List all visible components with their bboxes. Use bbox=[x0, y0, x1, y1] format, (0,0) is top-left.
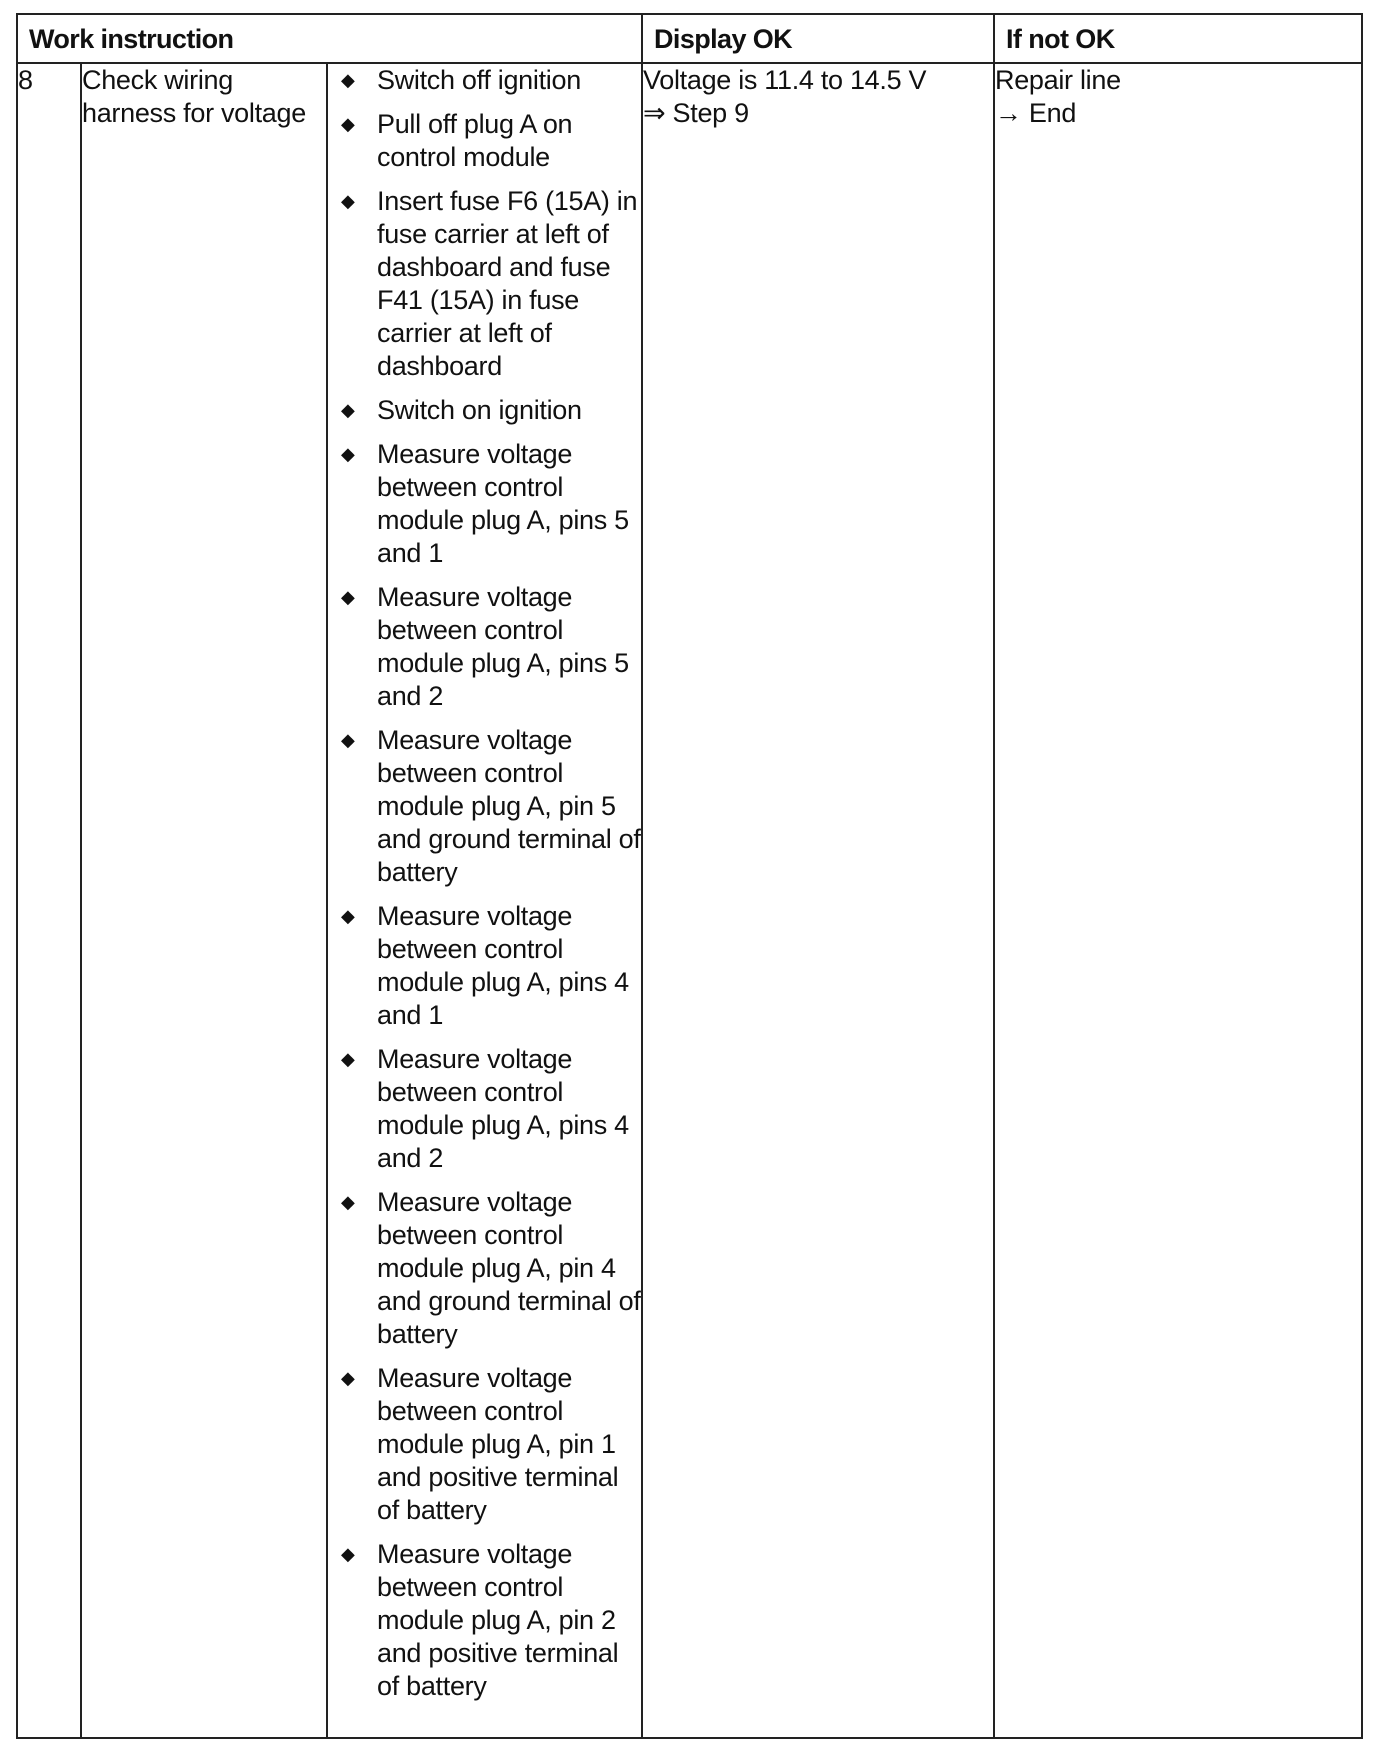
header-row bbox=[17, 14, 1362, 63]
if-not-ok-cell bbox=[994, 63, 1362, 1738]
list-item bbox=[328, 581, 641, 713]
table-row bbox=[17, 63, 1362, 1738]
list-item bbox=[328, 724, 641, 889]
list-item bbox=[328, 185, 641, 383]
action-text: Switch off ignition bbox=[377, 65, 581, 95]
if-not-ok-action: Repair line bbox=[995, 65, 1121, 95]
header-if-not-ok: If not OK bbox=[994, 14, 1362, 63]
action-list-cell bbox=[327, 63, 642, 1738]
action-text: Pull off plug A on control module bbox=[377, 109, 573, 172]
diamond-bullet-icon: ◆ bbox=[341, 1368, 355, 1388]
action-text: Measure voltage between control module plug A, pin 1 and positive terminal of battery bbox=[377, 1363, 619, 1525]
action-text: Measure voltage between control module plug A, pins 5 and 2 bbox=[377, 582, 629, 711]
header-display-ok: Display OK bbox=[642, 14, 994, 63]
action-text: Measure voltage between control module plug A, pin 5 and ground terminal of battery bbox=[377, 725, 641, 887]
action-text: Measure voltage between control module plug A, pin 2 and positive terminal of battery bbox=[377, 1539, 619, 1701]
display-ok-next-step: ⇒ Step 9 bbox=[643, 98, 749, 128]
action-text: Measure voltage between control module plug A, pin 4 and ground terminal of battery bbox=[377, 1187, 641, 1349]
if-not-ok-next-step: → End bbox=[995, 98, 1077, 128]
diamond-bullet-icon: ◆ bbox=[341, 906, 355, 926]
list-item bbox=[328, 1362, 641, 1527]
list-item bbox=[328, 394, 641, 427]
step-number: 8 bbox=[17, 63, 81, 1738]
action-text: Measure voltage between control module plug A, pins 4 and 2 bbox=[377, 1044, 629, 1173]
action-text: Switch on ignition bbox=[377, 395, 582, 425]
list-item bbox=[328, 108, 641, 174]
list-item bbox=[328, 1538, 641, 1703]
diamond-bullet-icon: ◆ bbox=[341, 114, 355, 134]
list-item bbox=[328, 1186, 641, 1351]
action-text: Measure voltage between control module plug A, pins 5 and 1 bbox=[377, 439, 629, 568]
list-item bbox=[328, 64, 641, 97]
diamond-bullet-icon: ◆ bbox=[341, 191, 355, 211]
diamond-bullet-icon: ◆ bbox=[341, 400, 355, 420]
action-list bbox=[328, 64, 641, 1703]
action-text: Measure voltage between control module plug A, pins 4 and 1 bbox=[377, 901, 629, 1030]
list-item bbox=[328, 438, 641, 570]
header-work-instruction: Work instruction bbox=[17, 14, 642, 63]
task-description: Check wiring harness for voltage bbox=[81, 63, 327, 1738]
list-item bbox=[328, 900, 641, 1032]
diamond-bullet-icon: ◆ bbox=[341, 1192, 355, 1212]
display-ok-condition: Voltage is 11.4 to 14.5 V bbox=[643, 65, 927, 95]
list-item bbox=[328, 1043, 641, 1175]
diamond-bullet-icon: ◆ bbox=[341, 70, 355, 90]
work-instruction-table bbox=[16, 13, 1363, 1739]
diamond-bullet-icon: ◆ bbox=[341, 444, 355, 464]
diamond-bullet-icon: ◆ bbox=[341, 587, 355, 607]
diamond-bullet-icon: ◆ bbox=[341, 1049, 355, 1069]
display-ok-cell bbox=[642, 63, 994, 1738]
diamond-bullet-icon: ◆ bbox=[341, 1544, 355, 1564]
action-text: Insert fuse F6 (15A) in fuse carrier at left of dashboard and fuse F41 (15A) in fuse carrier at left of dashboard bbox=[377, 186, 638, 381]
diamond-bullet-icon: ◆ bbox=[341, 730, 355, 750]
